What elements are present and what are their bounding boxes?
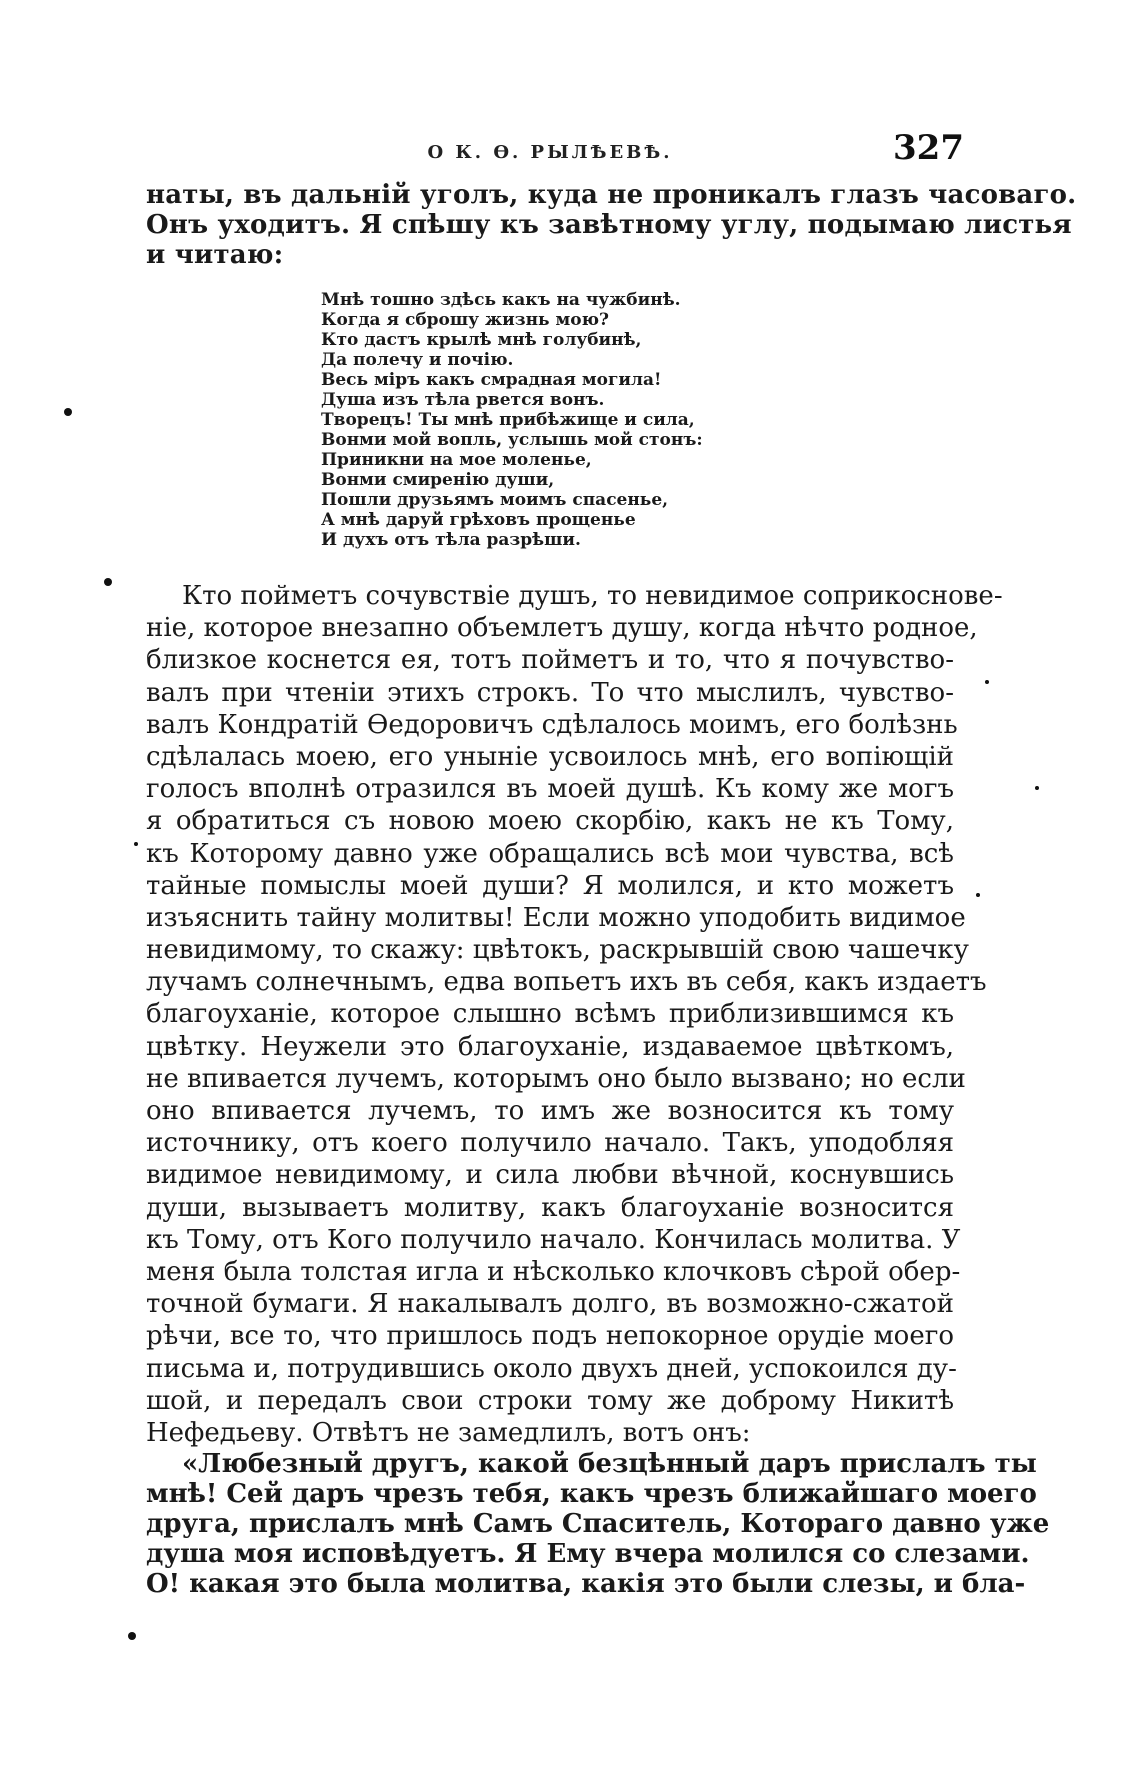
- poem-line: Вонми мой вопль, услышь мой стонъ:: [321, 430, 703, 450]
- body-paragraph: [146, 580, 1003, 1449]
- text-line: ніе, которое внезапно объемлетъ душу, когда нѣчто родное,: [146, 613, 978, 644]
- scan-speck: [134, 842, 138, 846]
- text-line: валъ при чтеніи этихъ строкъ. То что мыслилъ, чувство-: [146, 677, 954, 708]
- text-line: валъ Кондратій Ѳедоровичъ сдѣлалось моимъ, его болѣзнь: [146, 709, 958, 740]
- text-line: точной бумаги. Я накалывалъ долго, въ возможно-сжатой: [146, 1289, 954, 1320]
- poem-line: Пошли друзьямъ моимъ спасенье,: [321, 490, 669, 510]
- text-line: меня была толстая игла и нѣсколько клочковъ сѣрой обер-: [146, 1256, 961, 1287]
- running-title: О К. Ѳ. РЫЛѢЕВѢ.: [427, 142, 673, 163]
- text-line: невидимому, то скажу: цвѣтокъ, раскрывшій свою чашечку: [146, 935, 969, 966]
- text-line: я обратиться съ новою моею скорбію, какъ не къ Тому,: [146, 806, 954, 837]
- text-line: О! какая это была молитва, какія это были слезы, и бла-: [146, 1569, 1026, 1600]
- text-line: изъяснить тайну молитвы! Если можно уподобить видимое: [146, 902, 966, 933]
- text-line: Онъ уходитъ. Я спѣшу къ завѣтному углу, подымаю листья: [146, 210, 1072, 240]
- text-line: друга, прислалъ мнѣ Самъ Спаситель, Котораго давно уже: [146, 1509, 1050, 1540]
- text-line: шой, и передалъ свои строки тому же доброму Никитѣ: [146, 1385, 954, 1416]
- poem-line: Вонми смиренію души,: [321, 470, 555, 490]
- poem-line: Мнѣ тошно здѣсь какъ на чужбинѣ.: [321, 290, 681, 310]
- text-line: голосъ вполнѣ отразился въ моей душѣ. Къ кому же могъ: [146, 774, 954, 805]
- text-line: оно впивается лучемъ, то имъ же возносится къ тому: [146, 1096, 954, 1126]
- poem-line: Да полечу и почію.: [321, 350, 514, 370]
- poem-line: И духъ отъ тѣла разрѣши.: [321, 530, 581, 550]
- text-line: источнику, отъ коего получило начало. Такъ, уподобляя: [146, 1128, 954, 1159]
- text-line: рѣчи, все то, что пришлось подъ непокорное орудіе моего: [146, 1321, 954, 1352]
- poem: [321, 290, 954, 550]
- text-line: цвѣтку. Неужели это благоуханіе, издаваемое цвѣткомъ,: [146, 1031, 954, 1062]
- text-line: письма и, потрудившись около двухъ дней, успокоился ду-: [146, 1353, 957, 1384]
- text-line: наты, въ дальній уголъ, куда не проникалъ глазъ часоваго.: [146, 180, 1077, 210]
- text-line: тайные помыслы моей души? Я молился, и кто можетъ: [146, 870, 954, 901]
- text-line: мнѣ! Сей даръ чрезъ тебя, какъ чрезъ ближайшаго моего: [146, 1479, 1037, 1510]
- text-line: Кто пойметъ сочувствіе душъ, то невидимое соприкоснове-: [182, 581, 1003, 611]
- scan-speck: [976, 893, 980, 897]
- poem-line: Душа изъ тѣла рвется вонъ.: [321, 390, 605, 410]
- poem-line: Творецъ! Ты мнѣ прибѣжище и сила,: [321, 410, 695, 430]
- page-header: [146, 120, 964, 180]
- scan-speck: [1035, 786, 1039, 790]
- text-line: сдѣлалась моею, его уныніе усвоилось мнѣ, его вопіющій: [146, 741, 954, 772]
- page-number: 327: [893, 128, 964, 168]
- quoted-letter: [146, 1449, 1050, 1600]
- scan-speck: [985, 680, 989, 684]
- text-line: «Любезный другъ, какой безцѣнный даръ прислалъ ты: [182, 1449, 1037, 1480]
- text-line: душа моя исповѣдуетъ. Я Ему вчера молился со слезами.: [146, 1539, 1030, 1570]
- page: [146, 120, 1077, 1600]
- lead-paragraph: [146, 180, 1077, 270]
- poem-line: Кто дастъ крылѣ мнѣ голубинѣ,: [321, 330, 642, 350]
- scan-speck: [104, 578, 112, 586]
- text-line: Нефедьеву. Отвѣтъ не замедлилъ, вотъ онъ:: [146, 1417, 751, 1448]
- text-line: близкое коснется ея, тотъ пойметъ и то, что я почувство-: [146, 645, 954, 676]
- text-line: къ Тому, отъ Кого получило начало. Кончилась молитва. У: [146, 1224, 961, 1255]
- poem-line: Приникни на мое моленье,: [321, 450, 592, 470]
- poem-line: Весь міръ какъ смрадная могила!: [321, 370, 662, 390]
- poem-line: А мнѣ даруй грѣховъ прощенье: [321, 510, 636, 530]
- scan-speck: [64, 408, 72, 416]
- poem-line: Когда я сброшу жизнь мою?: [321, 310, 609, 330]
- text-line: не впивается лучемъ, которымъ оно было вызвано; но если: [146, 1063, 966, 1094]
- text-line: лучамъ солнечнымъ, едва вопьетъ ихъ въ себя, какъ издаетъ: [146, 967, 987, 998]
- text-line: и читаю:: [146, 240, 284, 270]
- text-line: видимое невидимому, и сила любви вѣчной, коснувшись: [146, 1160, 954, 1191]
- text-line: благоуханіе, которое слышно всѣмъ приблизившимся къ: [146, 999, 954, 1030]
- text-line: души, вызываетъ молитву, какъ благоуханіе возносится: [146, 1192, 954, 1223]
- scan-speck: [128, 1632, 136, 1640]
- text-line: къ Которому давно уже обращались всѣ мои чувства, всѣ: [146, 838, 954, 869]
